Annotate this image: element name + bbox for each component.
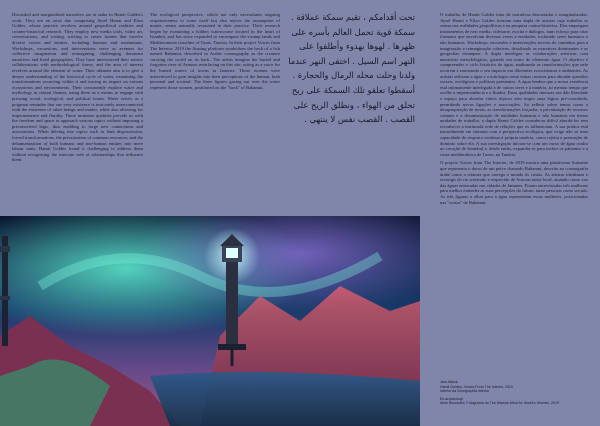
arabic-text-column <box>285 10 415 170</box>
portuguese-paragraph-2: O projeto Voices from The Interior, de 2019 mostra uma plataforma flutuante que representa o dorso de um peixe chamado Bahamut, descrito na cosmografia árabe como a criatura que carrega o mundo às costas. As artistas idealizam o ressurgir do rio soterrado e esquecido de Armous neste local, atuando como voz das águas enterradas nas cidades de Jammes. Foram entrevistadas três mulheres para melhor entender as suas percepções do futuro, tanto pessoais como sociais. As três figuras a olhar para a água representam essas mulheres, posicionadas nas "costas" de Bahamut. <box>440 160 588 205</box>
english-paragraph-2: The ecological perspective, which not only necessitates ongoing responsiveness to water itself but also rejects the assumption of matter, seems naturally resonated in their practice. Their research began by examining a hidden watercourse located in the heart of Istanbul, and has since expanded to encompass the swamp lands and Mediterranean coastline of Tunis, Tunisia. In their project Voices from The Interior, 2019 the floating platform symbolizes the back of a fish named Bahamut, described in Arabic cosmography as the creature carrying the world on its back. The artists imagine the buried and forgotten river of Armous resurfacing on this site, acting as a voice for the buried waters of towns in Jammes. These women were interviewed to gain insights into their perceptions of the human, both personal and societal. The three figures gazing out over the water represent those women, positioned on the "back" of Bahamut. <box>150 12 280 90</box>
caption-line-2: Hamit Goldes, Voices From The Interior, 2019 <box>440 384 513 389</box>
caption-line-1: Jam Attack <box>440 380 458 384</box>
english-text-column-1 <box>12 12 143 210</box>
english-paragraph-1: Discarded and marginalized narratives are at stake in Hamit Goldes's work. They are an artist duo comprising Aysel Hamit and Eliza Goldes, whose practice revolves around geopolitical realities and counter-historical research. They employ new media tools, video art, conversations, and writing, striving to create frames that involve diverse voices and entities, including humans and nonhumans. Workshops, excursions, and interventions serve as avenues for collective imagination and reimagining, challenging dominant narratives and fixed geographies. They have interweaved their artistic collaborations with methodological forms, and the area of interest revolves around the element of water. Their ultimate aim is to give a deeper understanding of the historical cycle of water, examining the transformations occurring within it and tracing its impact on various ecosystems and environments. Their consistently explore water and mythology in central themes, using them as a means to engage with pressing social, ecological, and political issues. Water serves as a poignant reminder that our very existence is intricately interconnected with the existence of other beings and matter, while also allowing for impermanence and fluidity. These immense qualities provide us with the freedom and space to approach various topics without imposing a preconceived logic, thus enabling to forge new connections and associations. When delving into topics such as land dispossession, forced transformations, the privatization of common resources, and the dehumanization of both humans and non-human entities into mere labour units, Hamit Goldes found it challenging to address them without recognising the intricate web of relationships that influence them. <box>12 12 143 163</box>
portuguese-paragraph-1: O trabalho de Hamit Goldes trata de narrativas descartadas e marginalizadas. Aysel Hamit e Eliza Goldes formam uma dupla de artistas cujo trabalho se centra nas realidades geopolíticas e na pesquisa contra-histórica. Eles empregam instrumentos de new media, videoarte, escrita e diálogos, num esforço para criar formatos que envolvam diversas vozes e entidades, incluindo seres humanos e não humanos. Workshops, excursões e intervenções servem de caminhos para a imaginação e reimaginação coletivas, desafiando as narrativas dominantes e as geografias estanques. A dupla interligou as colaborações artísticas com narrativas metodológicas, girando em torno do elemento água. O objetivo é compreender o ciclo histórico da água, analisando as transformações que nele ocorrem e rastreando o seu impacto em diferentes ecossistemas e ambientes. As artistas utilizam a água e a mitologia como temas centrais para abordar questões sociais, ecológicas e políticas prementes. A água lembra que a nossa existência está intimamente interligada à de outros seres e à matéria, ao mesmo tempo que acolhe a impermanência e a fluidez. Estas qualidades imensas nos dão liberdade e espaço para abordar vários tópicos sem impor uma lógica pré-concebida, permitindo novas ligações e associações. Ao refletir sobre temas como a desapropriação de terras, as transformações forçadas, a privatização de recursos comuns e a desumanização de entidades humanas e não humanas em meras unidades de trabalho, a dupla Hamit Goldes considerou difícil abordá-los sem reconhecer a intrincada rede de relações que os influenciam. A sua prática está naturalmente em sintonia com a perspectiva ecológica, que exige não só uma capacidade de resposta contínua à própria matéria, como rejeita a presunção de domínio sobre ela. A sua investigação iniciou-se com um curso de água oculto no coração de Istambul e, desde então, expandiu-se para incluir os pântanos e a costa mediterrânica de Tunes, na Tunísia. <box>440 12 588 157</box>
image-caption <box>440 380 590 406</box>
portuguese-text-column <box>440 12 588 357</box>
caption-line-5: Aline Bouchard, Fotograma do The Marrow Mind for World's Wonder, 2019 <box>440 401 559 406</box>
artwork-photo <box>0 216 420 426</box>
english-text-column-2 <box>150 12 280 112</box>
lighthouse-aurora-image <box>0 216 420 426</box>
caption-line-3: Interior da Georgraphia interior <box>440 389 490 394</box>
caption-line-4: Ex-arquivologi <box>440 396 463 401</box>
water <box>150 372 420 426</box>
arabic-paragraph: تحت أقدامكم ، تقيم سمكة عملاقة . سمكة قوية تحمل العالم بأسره على ظهرها . لهوها بهدوء وأطلقوا على النهر اسم السيل . اختفى النهر عندما ولدنا وحلت محله الرمال والحجارة . أسقطوا تعلقو تلك السمكة على ريح تحلق من الهواء ، ونطلق الريح على القصب . القصب نفس لا ينتهي . <box>288 12 415 125</box>
